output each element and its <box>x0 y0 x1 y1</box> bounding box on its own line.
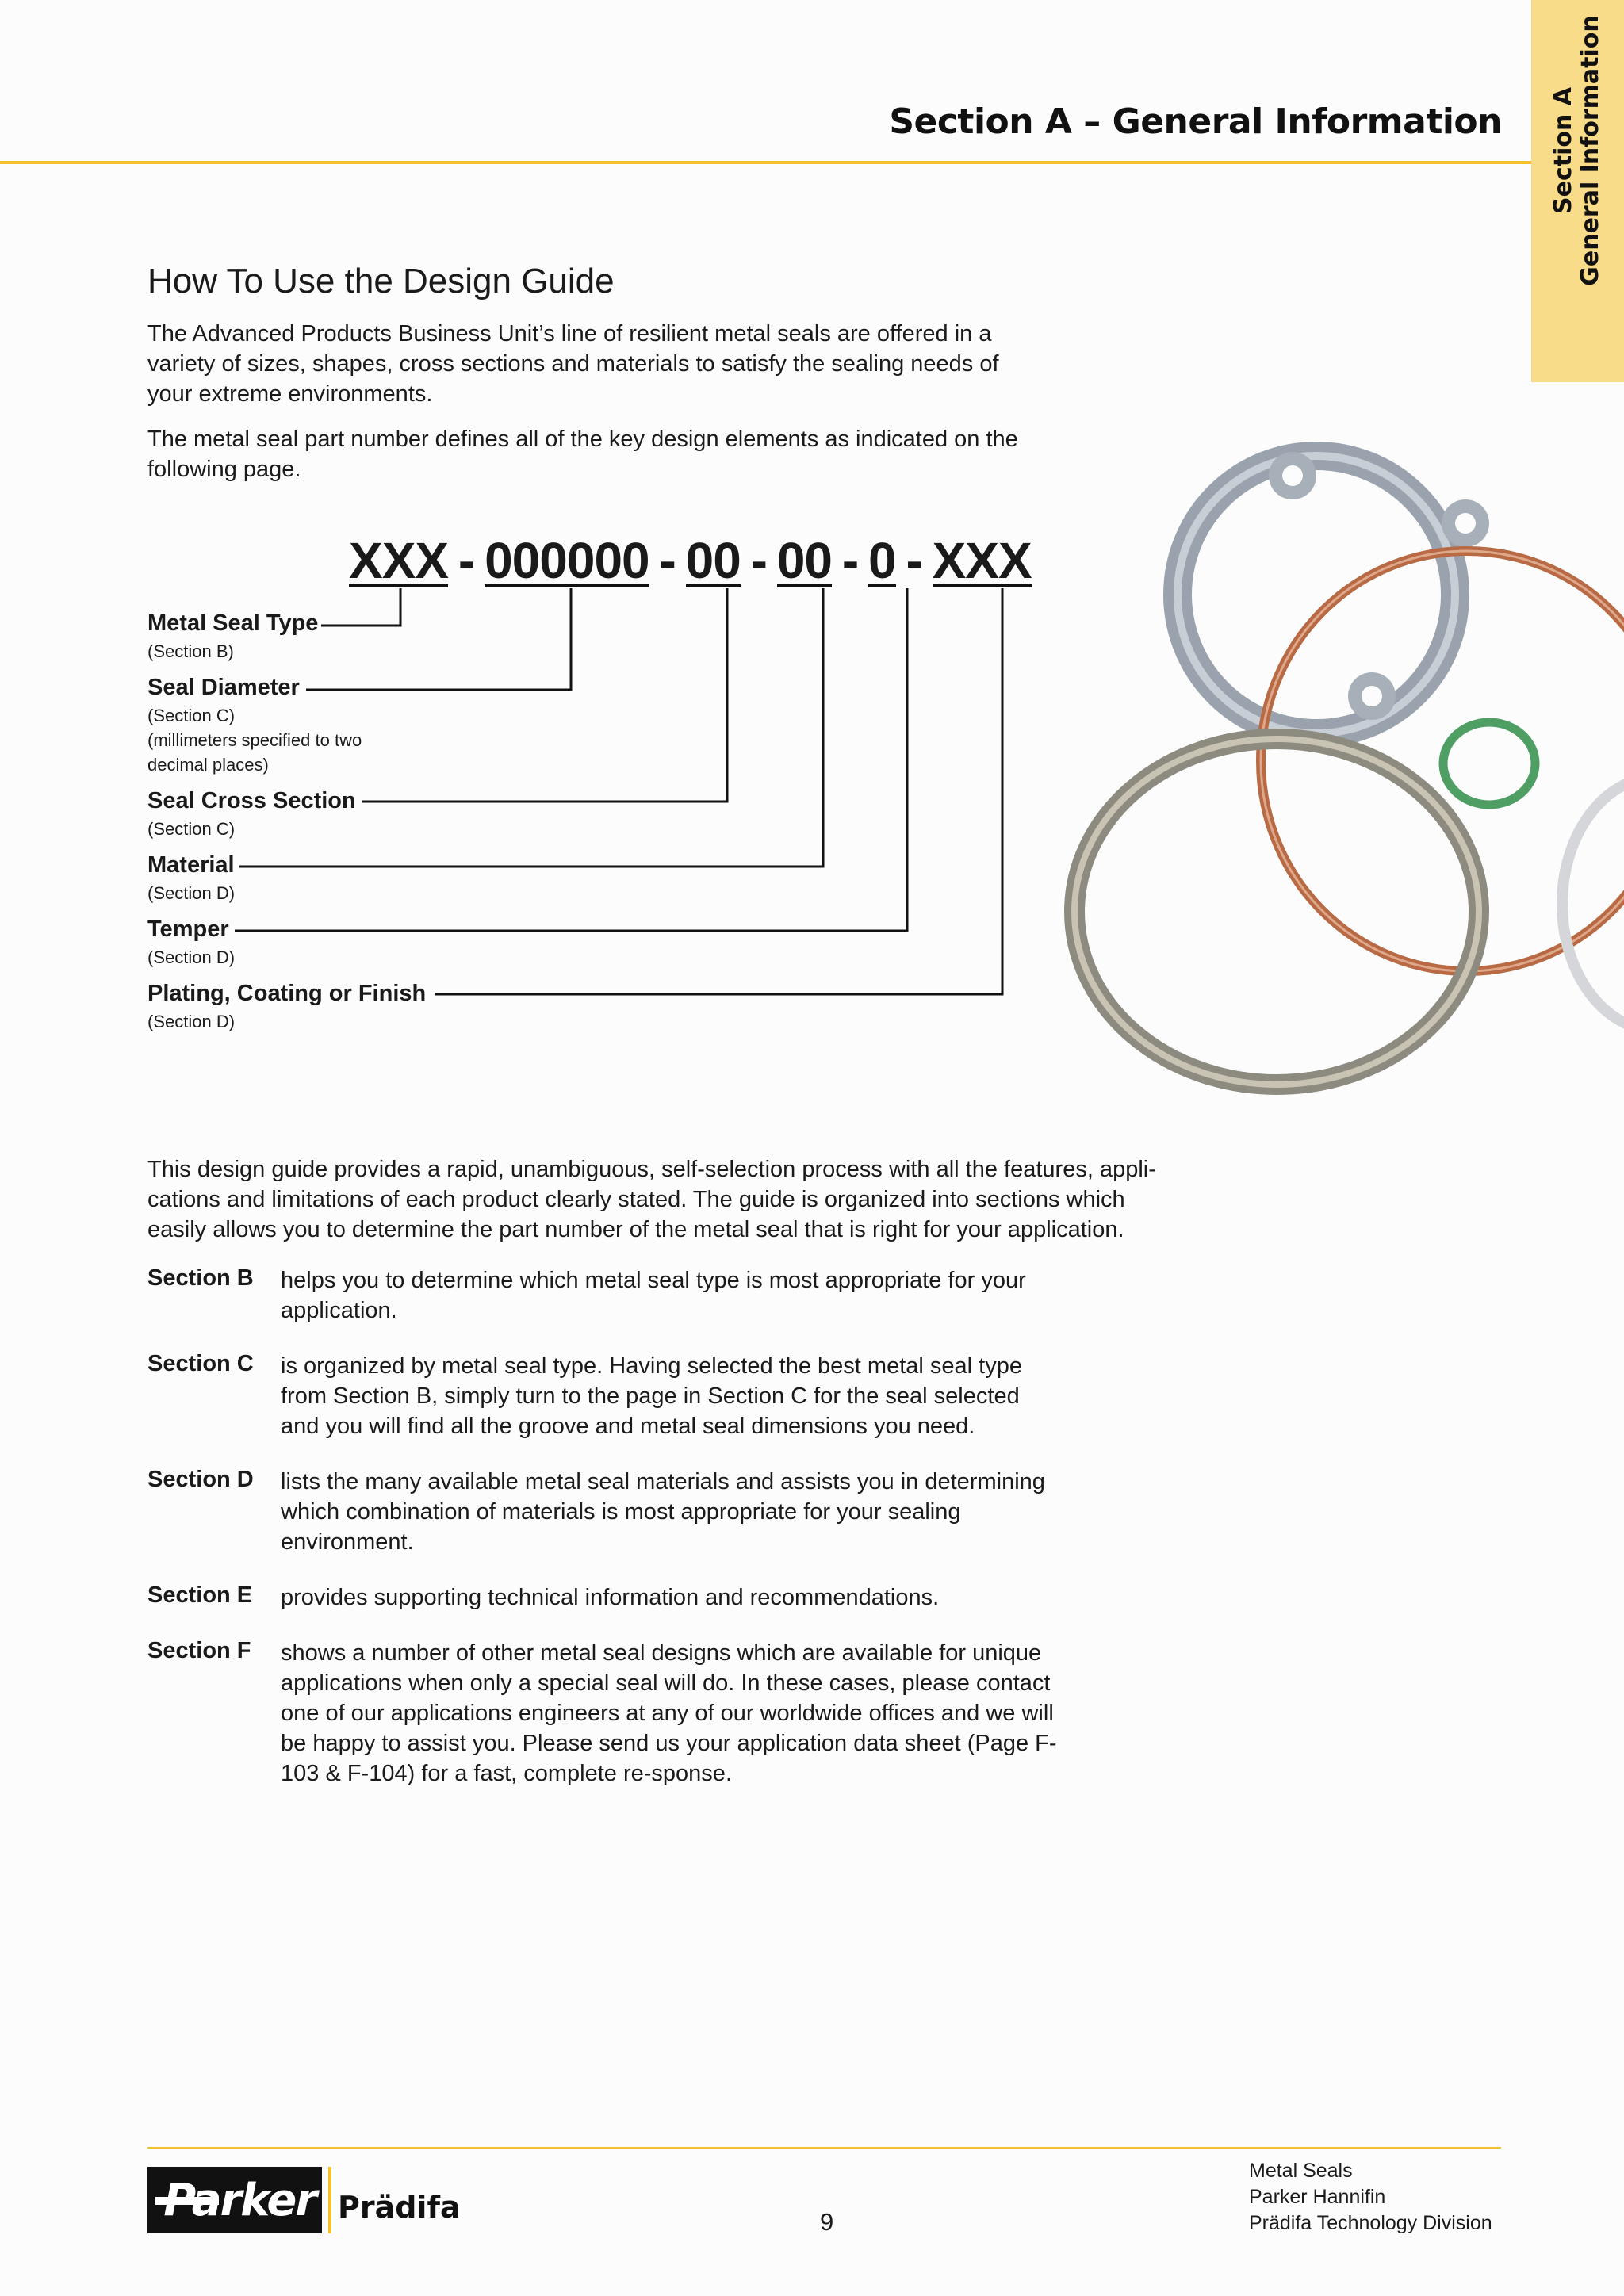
code-segment-finish: XXX <box>932 532 1032 589</box>
section-e-description: provides supporting technical information and recommendations. <box>281 1585 940 1610</box>
label-note: (Section D) <box>147 1012 236 1031</box>
leader-line-diameter <box>306 588 571 690</box>
section-header-title: Section A – General Information <box>889 101 1502 142</box>
code-segment-material: 00 <box>776 532 832 589</box>
intro-paragraph: The metal seal part number defines all of the key design elements as indicated on the following page. <box>147 427 1018 482</box>
page-number: 9 <box>820 2208 834 2236</box>
parker-logo <box>147 2167 322 2233</box>
label-note: (Section B) <box>147 641 234 661</box>
code-segment-type: XXX <box>349 532 449 589</box>
label-seal-diameter: Seal Diameter <box>147 675 303 701</box>
footer-line: Parker Hannifin <box>1249 2186 1386 2208</box>
guide-title: How To Use the Design Guide <box>147 262 615 300</box>
footer-company-info <box>1249 2158 1492 2237</box>
side-tab-line1: Section A <box>1549 87 1577 215</box>
label-plating-coating-finish: Plating, Coating or Finish <box>147 981 429 1007</box>
code-separator: - <box>750 532 767 589</box>
label-note: (Section D) <box>147 883 236 903</box>
pradifa-brand: Prädifa <box>338 2190 461 2225</box>
section-b-description: helps you to determine which metal seal type is most appropriate for your application. <box>281 1268 1026 1323</box>
label-material: Material <box>147 852 238 878</box>
label-note: (millimeters specified to two <box>147 730 362 750</box>
label-note: (Section C) <box>147 819 236 839</box>
flange-gasket <box>1178 452 1489 733</box>
section-b-name: Section B <box>147 1265 254 1291</box>
label-note: (Section C) <box>147 706 236 725</box>
code-segment-cross-section: 00 <box>685 532 741 589</box>
leader-line-cross-section <box>362 588 727 802</box>
code-separator: - <box>906 532 922 589</box>
footer-line: Prädifa Technology Division <box>1249 2212 1492 2234</box>
section-f-name: Section F <box>147 1638 251 1663</box>
logo-divider <box>328 2167 331 2233</box>
section-e-name: Section E <box>147 1582 253 1608</box>
section-f-description: shows a number of other metal seal designs which are available for unique applications when only a special seal will do. In these cases, please contact one of our applications engineers at any of our worldwide offices and we will be happy to assist you. Please send us your application data sheet (Page F-103 & F-104) for a fast, complete re-sponse. <box>281 1640 1057 1786</box>
metal-seals-photo <box>1055 428 1624 1110</box>
label-temper: Temper <box>147 916 232 943</box>
code-separator: - <box>659 532 676 589</box>
code-separator: - <box>458 532 475 589</box>
parker-logo-text: Parker <box>163 2175 316 2226</box>
part-number-code <box>349 531 1032 590</box>
code-separator: - <box>841 532 859 589</box>
label-seal-cross-section: Seal Cross Section <box>147 788 359 814</box>
section-c-name: Section C <box>147 1351 254 1376</box>
header-rule <box>0 161 1531 164</box>
label-metal-seal-type: Metal Seal Type <box>147 610 321 637</box>
footer-line: Metal Seals <box>1249 2160 1353 2182</box>
side-tab-line2: General Information <box>1576 15 1604 286</box>
label-note: (Section D) <box>147 947 236 967</box>
footer-rule <box>147 2147 1501 2149</box>
section-d-name: Section D <box>147 1467 254 1492</box>
code-segment-diameter: 000000 <box>485 532 649 589</box>
section-side-tab <box>1531 0 1624 382</box>
label-note: decimal places) <box>147 755 269 775</box>
intro-paragraph: The Advanced Products Business Unit’s line of resilient metal seals are offered in a variety of sizes, shapes, cross sections and materials to satisfy the sealing needs of your extreme environments. <box>147 321 999 407</box>
side-tab-label <box>1550 15 1604 286</box>
leader-line-temper <box>235 588 907 931</box>
leader-line-type <box>321 588 400 626</box>
leader-line-finish <box>435 588 1002 994</box>
section-d-description: lists the many available metal seal materials and assists you in determining which combination of materials is most appropriate for your sealing environment. <box>281 1469 1045 1555</box>
section-c-description: is organized by metal seal type. Having selected the best metal seal type from Section B, simply turn to the page in Section C for the seal selected and you will find all the groove and metal seal dimensions you need. <box>281 1353 1022 1439</box>
body-paragraph: This design guide provides a rapid, unambiguous, self-selection process with all the features, appli-cations and limitations of each product clearly stated. The guide is organized into sections which easily allows you to determine the part number of the metal seal that is right for your application. <box>147 1157 1156 1242</box>
green-o-ring <box>1443 722 1535 805</box>
code-segment-temper: 0 <box>868 532 896 589</box>
